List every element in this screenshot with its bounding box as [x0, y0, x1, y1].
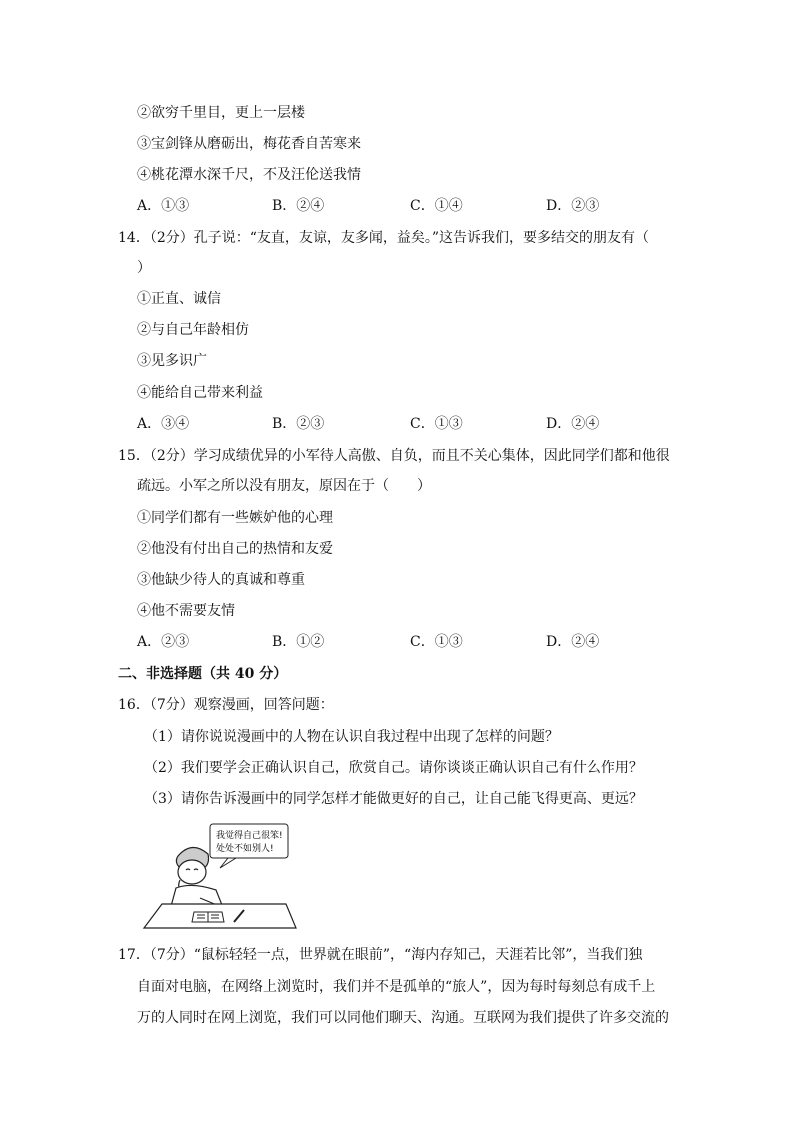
q14-option-b[interactable]: B．②③ — [272, 416, 325, 432]
q14-item-1: ①正直、诚信 — [137, 291, 221, 307]
q14-stem: 14．（2分）孔子说：“友直，友谅，友多闻，益矣。”这告诉我们，要多结交的朋友有（ — [118, 230, 650, 246]
cartoon-illustration — [140, 818, 300, 930]
q14-stem-cont: ） — [137, 260, 151, 276]
q15-option-b[interactable]: B．①② — [272, 634, 325, 650]
q15-item-4: ④他不需要友情 — [137, 603, 235, 619]
q15-option-c[interactable]: C．①③ — [410, 634, 463, 650]
q16-sub-1: （1）请你说说漫画中的人物在认识自我过程中出现了怎样的问题？ — [144, 729, 559, 745]
q14-option-a[interactable]: A．③④ — [137, 416, 190, 432]
bubble-text-2: 处处不如别人! — [216, 844, 274, 854]
q13-item-3: ③宝剑锋从磨砺出，梅花香自苦寒来 — [137, 136, 361, 152]
q17-line-2: 自面对电脑，在网络上浏览时，我们并不是孤单的“旅人”，因为每时每刻总有成千上 — [137, 979, 656, 995]
q13-item-2: ②欲穷千里目，更上一层楼 — [137, 105, 305, 121]
q13-option-a[interactable]: A．①③ — [137, 198, 190, 214]
q14-item-3: ③见多识广 — [137, 353, 207, 369]
q15-item-2: ②他没有付出自己的热情和友爱 — [137, 541, 333, 557]
book-icon — [192, 912, 224, 922]
speech-bubble — [210, 824, 288, 868]
q13-item-4: ④桃花潭水深千尺，不及汪伦送我情 — [137, 167, 361, 183]
q16-sub-3: （3）请你告诉漫画中的同学怎样才能做更好的自己，让自己能飞得更高、更远？ — [144, 791, 643, 807]
q16-stem: 16．（7分）观察漫画，回答问题： — [118, 697, 334, 713]
q15-item-1: ①同学们都有一些嫉妒他的心理 — [137, 510, 333, 526]
q15-option-d[interactable]: D．②④ — [546, 634, 600, 650]
q13-option-d[interactable]: D．②③ — [546, 198, 600, 214]
q13-option-b[interactable]: B．②④ — [272, 198, 325, 214]
q14-option-c[interactable]: C．①③ — [410, 416, 463, 432]
q15-stem: 15．（2分）学习成绩优异的小军待人高傲、自负，而且不关心集体，因此同学们都和他很 — [118, 448, 670, 464]
q14-item-4: ④能给自己带来利益 — [137, 385, 263, 401]
section-title: 二、非选择题（共 40 分） — [118, 666, 288, 682]
q16-sub-2: （2）我们要学会正确认识自己，欣赏自己。请你谈谈正确认识自己有什么作用？ — [144, 760, 643, 776]
q14-item-2: ②与自己年龄相仿 — [137, 322, 249, 338]
q15-item-3: ③他缺少待人的真诚和尊重 — [137, 572, 305, 588]
bubble-text-1: 我觉得自己很笨! — [216, 831, 283, 841]
q15-option-a[interactable]: A．②③ — [137, 634, 190, 650]
q17-line-3: 万的人同时在网上浏览，我们可以同他们聊天、沟通。互联网为我们提供了许多交流的 — [137, 1010, 669, 1026]
q14-option-d[interactable]: D．②④ — [546, 416, 600, 432]
q13-option-c[interactable]: C．①④ — [410, 198, 463, 214]
q17-line-1: 17．（7分）“鼠标轻轻一点，世界就在眼前”，“海内存知己，天涯若比邻”，当我们独 — [118, 947, 643, 963]
q15-stem-cont: 疏远。小军之所以没有朋友，原因在于（ ） — [137, 478, 431, 494]
